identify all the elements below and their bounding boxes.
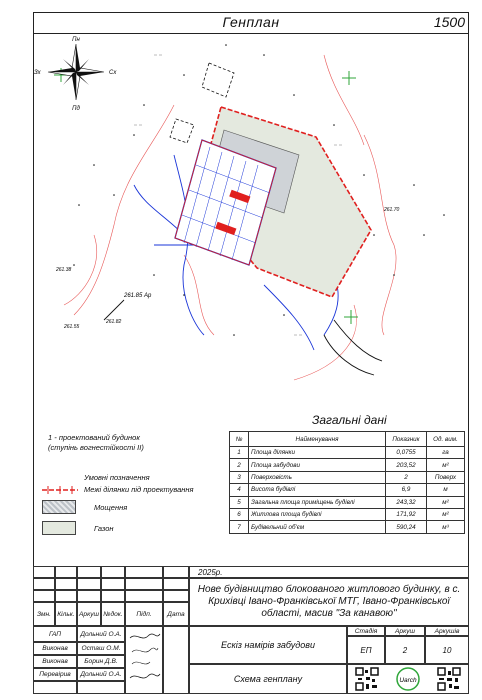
role-empty xyxy=(33,681,77,694)
compass xyxy=(34,37,117,112)
table-row xyxy=(230,496,465,508)
grid-cell xyxy=(125,578,163,590)
person-author-1: Осташ О.М. xyxy=(77,642,125,655)
general-data-table xyxy=(229,431,465,534)
grid-cell xyxy=(77,590,101,602)
road-edges xyxy=(104,300,382,375)
logo-area xyxy=(347,664,469,694)
drawing-scale: 1500 xyxy=(433,14,465,30)
title-block xyxy=(33,566,469,694)
role-gap: ГАП xyxy=(33,626,77,642)
row-unit: м² xyxy=(427,496,465,508)
grid-cell xyxy=(55,590,77,602)
col-value: Показник xyxy=(386,432,427,447)
compass-west: Зх xyxy=(34,70,41,76)
row-name: Площа ділянки xyxy=(249,447,386,459)
legend-lawn-label: Газон xyxy=(94,524,114,533)
row-name: Площа забудови xyxy=(249,459,386,471)
grid-cell xyxy=(163,566,189,578)
grid-cell xyxy=(77,566,101,578)
table-row xyxy=(230,484,465,496)
col-label-qty: Кільк. xyxy=(55,602,77,626)
neighbour-building xyxy=(170,119,194,143)
row-number: 7 xyxy=(230,521,249,533)
person-empty xyxy=(77,681,125,694)
col-label-doc: №док. xyxy=(101,602,125,626)
row-value: 171,92 xyxy=(386,508,427,520)
sheets-value: 10 xyxy=(425,636,469,664)
row-name: Житлова площа будівлі xyxy=(249,508,386,520)
stamp-year: 2025р. xyxy=(189,566,469,578)
col-label-sheet: Аркуш xyxy=(77,602,101,626)
row-unit: Поверх xyxy=(427,471,465,483)
row-unit: га xyxy=(427,447,465,459)
grid-cell xyxy=(125,590,163,602)
mark-3: 261.55 xyxy=(64,324,80,330)
row-value: 2 xyxy=(386,471,427,483)
neighbour-building-2 xyxy=(202,63,234,97)
drawing-title: Генплан xyxy=(222,14,280,30)
uarch-logo xyxy=(393,666,423,692)
qr-code-icon xyxy=(355,667,379,691)
qr-code-icon-2 xyxy=(437,667,461,691)
row-number: 2 xyxy=(230,459,249,471)
sheet-header: Аркуш xyxy=(385,626,425,636)
note-line-1: 1 - проектований будинок xyxy=(48,433,140,442)
grid-cell xyxy=(163,578,189,590)
grid-cell xyxy=(125,566,163,578)
compass-north: Пн xyxy=(72,37,80,43)
grid-cell xyxy=(163,590,189,602)
building-note xyxy=(48,433,144,453)
row-value: 0,0755 xyxy=(386,447,427,459)
sheet-value: 2 xyxy=(385,636,425,664)
row-unit: м² xyxy=(427,508,465,520)
mark-5: 261.70 xyxy=(384,207,400,213)
title-bar xyxy=(33,12,469,34)
role-author-1: Виконав xyxy=(33,642,77,655)
row-unit: м xyxy=(427,484,465,496)
grid-cell xyxy=(101,590,125,602)
col-label-change: Змн. xyxy=(33,602,55,626)
grid-cell xyxy=(33,578,55,590)
table-row xyxy=(230,459,465,471)
boundary-legend-symbol xyxy=(40,486,80,494)
general-data-title: Загальні дані xyxy=(312,413,387,427)
stage-value: ЕП xyxy=(347,636,385,664)
row-number: 1 xyxy=(230,447,249,459)
person-gap: Дольний О.А. xyxy=(77,626,125,642)
table-row xyxy=(230,521,465,533)
row-value: 590,24 xyxy=(386,521,427,533)
mark-1: 261.85 Ар xyxy=(124,293,152,299)
grid-cell xyxy=(55,566,77,578)
role-author-2: Виконав xyxy=(33,655,77,668)
table-row xyxy=(230,508,465,520)
logo-text: Uarch xyxy=(399,677,417,684)
grid-cell xyxy=(33,590,55,602)
grid-cell xyxy=(33,566,55,578)
legend-boundary-label: Межі ділянки під проектування xyxy=(84,485,194,494)
dates-column xyxy=(163,626,189,694)
row-value: 203,52 xyxy=(386,459,427,471)
row-name: Будівельний об'єм xyxy=(249,521,386,533)
row-value: 243,32 xyxy=(386,496,427,508)
row-number: 4 xyxy=(230,484,249,496)
general-data-header xyxy=(230,432,465,447)
row-name: Висота будівлі xyxy=(249,484,386,496)
grid-cell xyxy=(77,578,101,590)
grid-cell xyxy=(101,566,125,578)
table-row xyxy=(230,471,465,483)
lawn-swatch xyxy=(42,521,76,535)
col-unit: Од. вим. xyxy=(427,432,465,447)
col-number: № xyxy=(230,432,249,447)
row-name: Загальна площа приміщень будівлі xyxy=(249,496,386,508)
sheets-header: Аркушів xyxy=(425,626,469,636)
paving-swatch xyxy=(42,500,76,514)
row-unit: м³ xyxy=(427,521,465,533)
compass-east: Сх xyxy=(109,70,117,76)
signature-scribbles xyxy=(126,630,162,690)
row-name: Поверховість xyxy=(249,471,386,483)
role-checker: Перевірив xyxy=(33,668,77,681)
project-title: Нове будівництво блокованого житлового будинку, в с. Крихівці Івано-Франківської МТГ, Івано-Франківської області, масив "За канавою" xyxy=(189,578,469,626)
person-author-2: Борин Д.В. xyxy=(77,655,125,668)
mark-2: 261.82 xyxy=(106,319,122,325)
grid-cell xyxy=(101,578,125,590)
grid-cell xyxy=(55,578,77,590)
row-value: 6,9 xyxy=(386,484,427,496)
sketch-title: Ескіз намірів забудови xyxy=(189,626,347,664)
table-row xyxy=(230,447,465,459)
col-label-sign: Підп. xyxy=(125,602,163,626)
row-number: 6 xyxy=(230,508,249,520)
site-plan xyxy=(34,35,468,405)
stage-header: Стадія xyxy=(347,626,385,636)
legend-title: Умовні позначення xyxy=(84,473,150,482)
row-number: 3 xyxy=(230,471,249,483)
col-label-date: Дата xyxy=(163,602,189,626)
compass-south: Пд xyxy=(72,106,80,112)
person-checker: Дольний О.А. xyxy=(77,668,125,681)
col-name: Найменування xyxy=(249,432,386,447)
signatures xyxy=(125,626,163,694)
scheme-title: Схема генплану xyxy=(189,664,347,694)
note-line-2: (ступінь вогнестійкості ІІ) xyxy=(48,443,144,452)
row-number: 5 xyxy=(230,496,249,508)
legend-paving-label: Мощення xyxy=(94,503,128,512)
mark-4: 261.38 xyxy=(56,267,72,273)
row-unit: м² xyxy=(427,459,465,471)
